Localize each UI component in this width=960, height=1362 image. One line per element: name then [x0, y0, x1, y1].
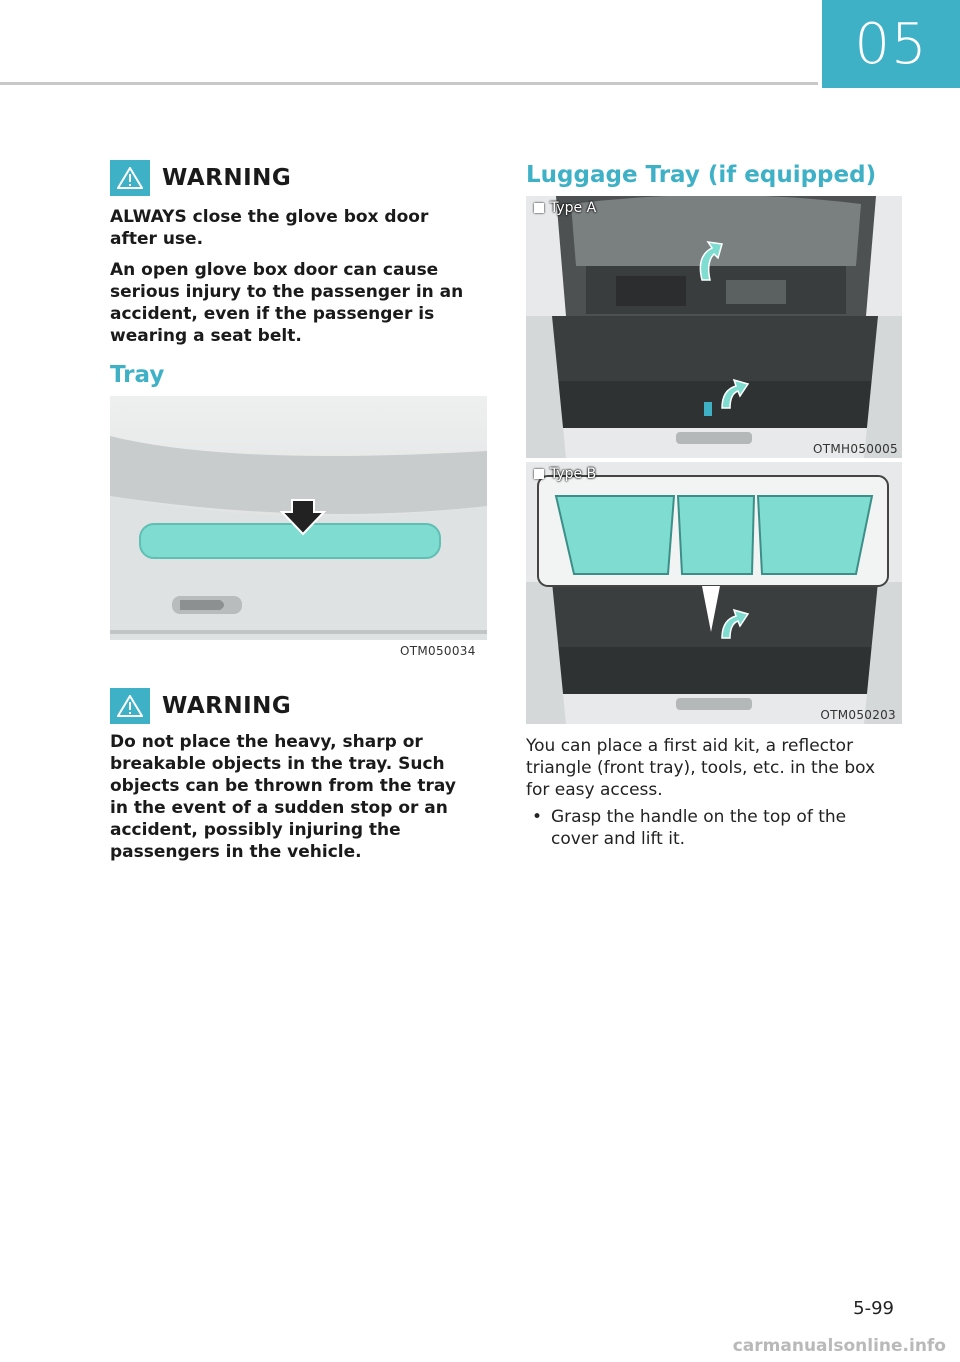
bullet-item: [532, 806, 892, 850]
warning-body: [110, 731, 460, 872]
section-title-luggage-tray: Luggage Tray (if equipped): [526, 162, 877, 188]
type-label: [534, 466, 596, 482]
warning-heading: [110, 160, 291, 196]
luggage-figure-type-a: [526, 196, 902, 458]
figure-code: OTM050203: [820, 708, 896, 722]
tray-illustration: [110, 396, 487, 640]
tray-figure: [110, 396, 487, 640]
type-label: [534, 200, 596, 216]
warning-paragraph: An open glove box door can cause serious injury to the passenger in an accident, even if the passenger is wearing a seat belt.: [110, 260, 464, 346]
square-bullet-icon: [534, 469, 544, 479]
warning-icon: [110, 688, 150, 724]
warning-heading: [110, 688, 291, 724]
bullet-text: Grasp the handle on the top of the cover and lift it.: [551, 807, 847, 849]
type-label-text: Type B: [550, 466, 597, 482]
header-rule: [0, 82, 818, 85]
type-label-text: Type A: [550, 200, 597, 216]
figure-code: OTM050034: [400, 644, 476, 658]
chapter-tab: 05: [822, 0, 960, 88]
body-paragraph: You can place a first aid kit, a reflector triangle (front tray), tools, etc. in the box for easy access.: [526, 736, 876, 800]
luggage-illustration-b: [526, 462, 902, 724]
luggage-figure-type-b: [526, 462, 902, 724]
section-title-tray: Tray: [110, 362, 165, 388]
warning-label: WARNING: [162, 693, 292, 719]
square-bullet-icon: [534, 203, 544, 213]
warning-icon: [110, 160, 150, 196]
warning-body: [110, 206, 480, 356]
warning-paragraph: ALWAYS close the glove box door after use.: [110, 207, 429, 249]
warning-label: WARNING: [162, 165, 292, 191]
bullet-icon: •: [532, 807, 543, 827]
warning-paragraph: Do not place the heavy, sharp or breakable objects in the tray. Such objects can be thrown from the tray in the event of a sudden stop or an accident, possibly injuring the passengers in the vehicle.: [110, 732, 456, 862]
figure-code: OTMH050005: [813, 442, 898, 456]
luggage-illustration-a: [526, 196, 902, 458]
page-number: 5-99: [853, 1298, 894, 1319]
watermark: carmanualsonline.info: [732, 1336, 946, 1356]
